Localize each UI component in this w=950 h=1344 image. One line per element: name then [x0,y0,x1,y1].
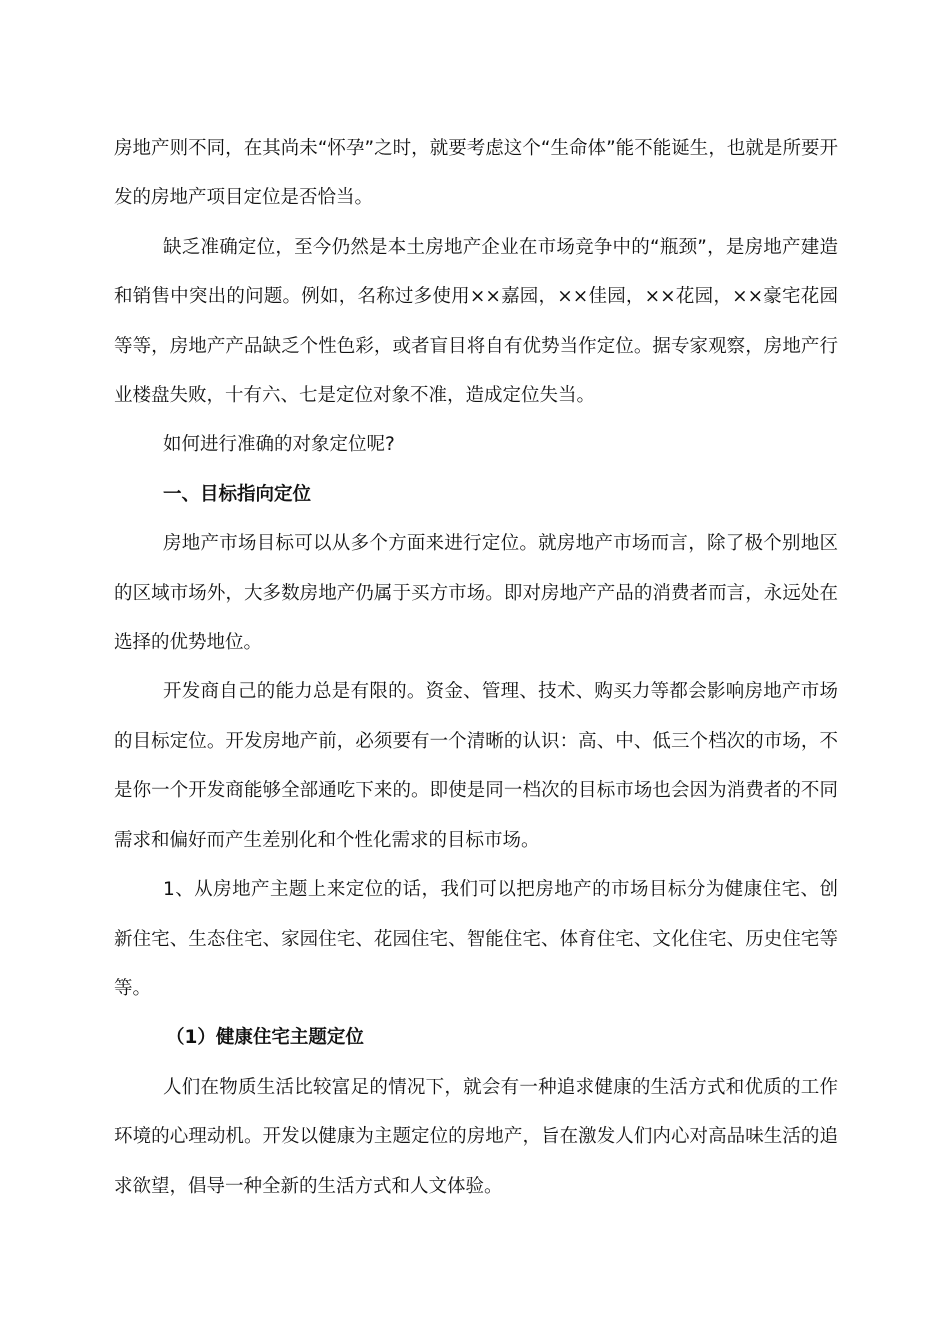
paragraph-healthy-housing: 人们在物质生活比较富足的情况下，就会有一种追求健康的生活方式和优质的工作环境的心理动机。开发以健康为主题定位的房地产，旨在激发人们内心对高品味生活的追求欲望，倡导一种全新的生活方式和人文体验。 [114,1076,838,1197]
section-heading-target-positioning: 一、目标指向定位 [163,483,312,505]
paragraph-market-target: 房地产市场目标可以从多个方面来进行定位。就房地产市场而言，除了极个别地区的区域市场外，大多数房地产仍属于买方市场。即对房地产产品的消费者而言，永远处在选择的优势地位。 [114,533,838,654]
paragraph-developer-capacity: 开发商自己的能力总是有限的。资金、管理、技术、购买力等都会影响房地产市场的目标定位。开发房地产前，必须要有一个清晰的认识：高、中、低三个档次的市场，不是你一个开发商能够全部通吃下来的。即使是同一档次的目标市场也会因为消费者的不同需求和偏好而产生差别化和个性化需求的目标市场。 [114,681,838,851]
paragraph-continuation: 房地产则不同，在其尚未“怀孕”之时，就要考虑这个“生命体”能不能诞生，也就是所要开发的房地产项目定位是否恰当。 [114,138,838,209]
paragraph-theme-positioning: 1、从房地产主题上来定位的话，我们可以把房地产的市场目标分为健康住宅、创新住宅、生态住宅、家园住宅、花园住宅、智能住宅、体育住宅、文化住宅、历史住宅等等。 [114,879,838,999]
subsection-heading-healthy-housing: （1）健康住宅主题定位 [166,1027,364,1049]
paragraph-question: 如何进行准确的对象定位呢? [163,434,395,456]
paragraph-positioning-problem: 缺乏准确定位，至今仍然是本土房地产企业在市场竞争中的“瓶颈”，是房地产建造和销售中突出的问题。例如，名称过多使用××嘉园，××佳园，××花园，××豪宅花园等等，房地产产品缺乏个性色彩，或者盲目将自有优势当作定位。据专家观察，房地产行业楼盘失败，十有六、七是定位对象不准，造成定位失当。 [114,236,838,407]
document-body [114,124,838,1211]
